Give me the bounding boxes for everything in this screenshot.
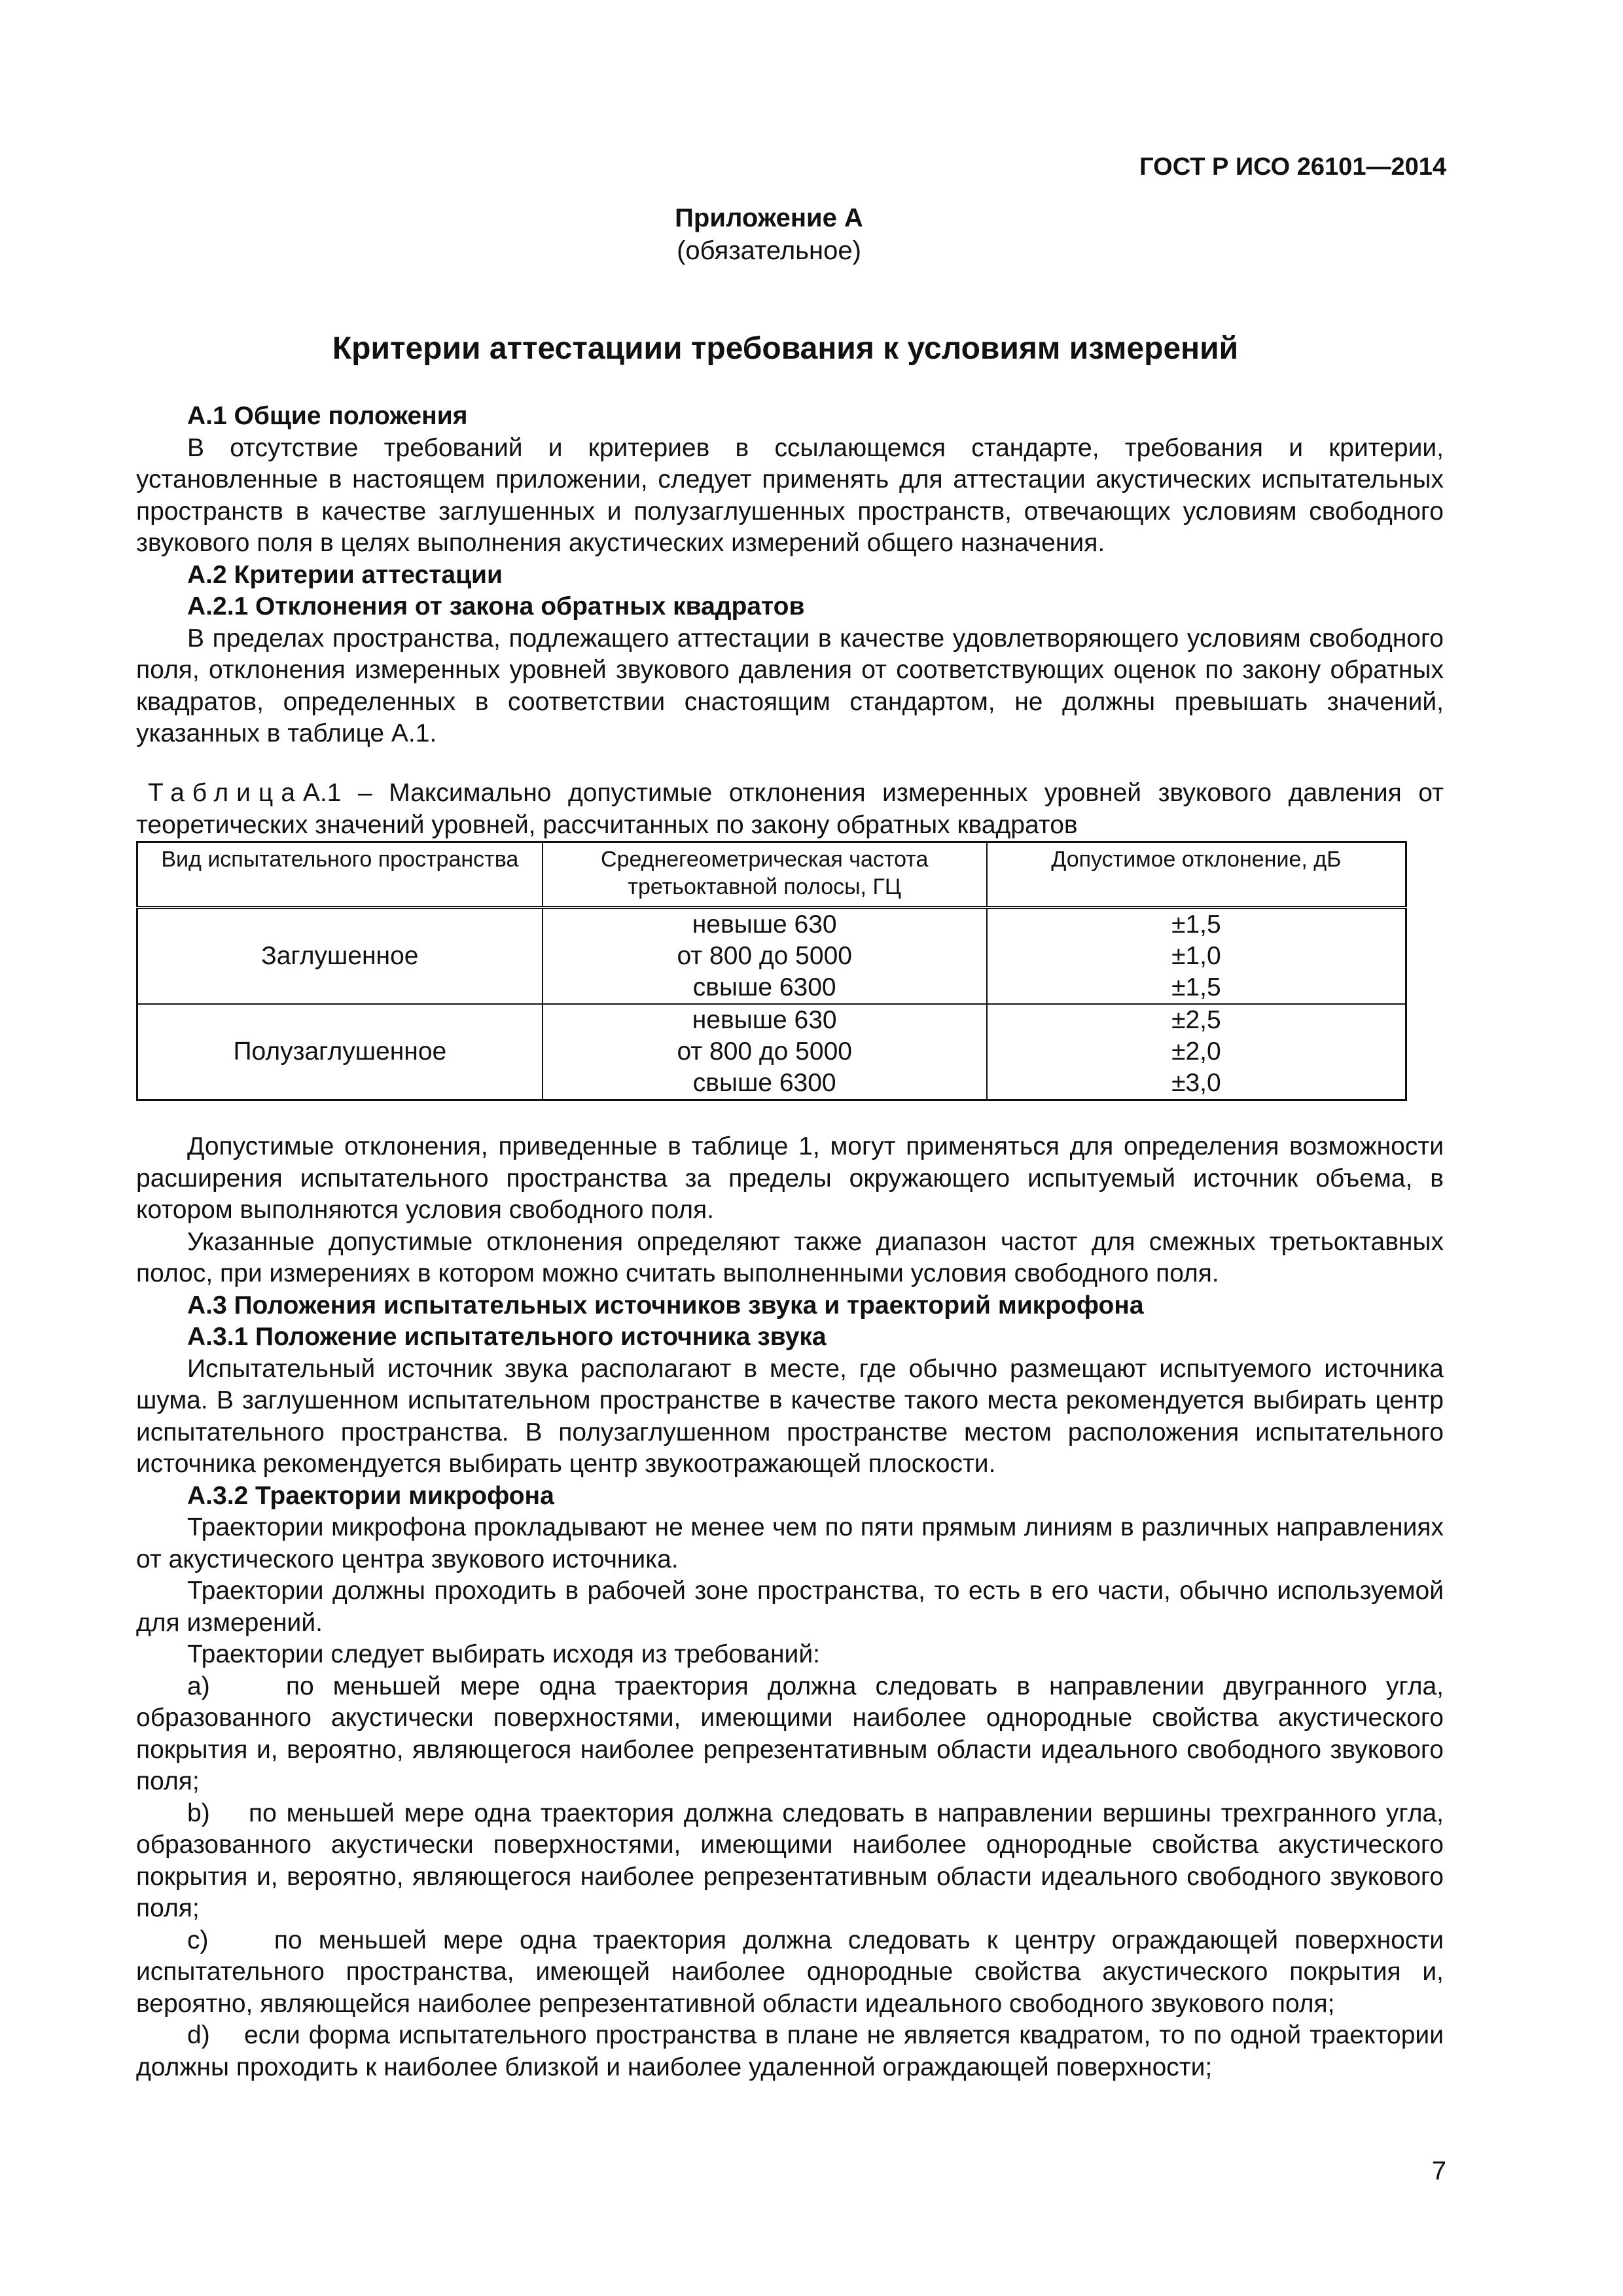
table-caption bbox=[136, 778, 1444, 841]
frequency-value: невыше 630 bbox=[692, 1006, 837, 1034]
frequency-value: от 800 до 5000 bbox=[677, 942, 852, 970]
list-item-marker: c) bbox=[187, 1926, 209, 1954]
table-cell-frequency bbox=[543, 908, 987, 1005]
list-item-text: по меньшей мере одна траектория должна следовать к центру ограждающей поверхности испытательного пространства, имеющей наиболее однородные свойства акустического покрытия и, вероятно, являющейся наиболее репрезентативной области идеального свободного звукового поля; bbox=[136, 1926, 1444, 2018]
deviation-value: ±2,0 bbox=[1171, 1037, 1221, 1066]
paragraph-after-table-2: Указанные допустимые отклонения определяют также диапазон частот для смежных третьоктавных полос, при измерениях в котором можно считать выполненными условия свободного поля. bbox=[136, 1227, 1444, 1287]
table-cell-frequency bbox=[543, 1004, 987, 1100]
deviation-table bbox=[136, 841, 1407, 1101]
paragraph-a32-3: Траектории следует выбирать исходя из требований: bbox=[187, 1640, 820, 1668]
frequency-value: свыше 6300 bbox=[692, 1069, 836, 1097]
list-item bbox=[136, 1925, 1444, 2020]
table-caption-text: – Максимально допустимые отклонения измеренных уровней звукового давления от теоретических значений уровней, рассчитанных по закону обратных квадратов bbox=[136, 779, 1444, 839]
table-cell-space-type: Полузаглушенное bbox=[137, 1004, 543, 1100]
paragraph-a31: Испытательный источник звука располагают в месте, где обычно размещают испытуемого источника шума. В заглушенном испытательном пространстве в качестве такого места рекомендуется выбирать центр испытательного пространства. В полузаглушенном пространстве местом расположения испытательного источника рекомендуется выбирать центр звукоотражающей плоскости. bbox=[136, 1354, 1444, 1478]
deviation-value: ±3,0 bbox=[1171, 1069, 1221, 1097]
list-item bbox=[136, 1798, 1444, 1925]
list-item bbox=[136, 1671, 1444, 1798]
section-heading-a31: А.3.1 Положение испытательного источника звука bbox=[187, 1323, 827, 1351]
deviation-value: ±2,5 bbox=[1171, 1006, 1221, 1034]
table-row bbox=[137, 908, 1406, 1005]
deviation-value: ±1,5 bbox=[1171, 910, 1221, 939]
page-title: Критерии аттестациии требования к условиям измерений bbox=[332, 331, 1239, 366]
table-cell-space-type: Заглушенное bbox=[137, 908, 543, 1005]
paragraph-a32-2: Траектории должны проходить в рабочей зоне пространства, то есть в его части, обычно используемой для измерений. bbox=[136, 1577, 1444, 1637]
list-item-marker: b) bbox=[187, 1799, 210, 1827]
table-header-space-type: Вид испытательного пространства bbox=[137, 842, 543, 908]
deviation-value: ±1,5 bbox=[1171, 973, 1221, 1001]
page-number: 7 bbox=[1431, 2157, 1446, 2185]
list-item-marker: a) bbox=[187, 1672, 210, 1700]
section-heading-a32: А.3.2 Траектории микрофона bbox=[187, 1481, 554, 1510]
table-caption-word: Таблица bbox=[148, 779, 303, 807]
table-caption-number: А.1 bbox=[302, 779, 342, 807]
table-cell-deviation bbox=[987, 908, 1406, 1005]
list-item bbox=[136, 2020, 1444, 2083]
annex-status: (обязательное) bbox=[677, 236, 861, 265]
section-heading-a1: А.1 Общие положения bbox=[187, 402, 468, 430]
paragraph-a21: В пределах пространства, подлежащего аттестации в качестве удовлетворяющего условиям свободного поля, отклонения измеренных уровней звукового давления от соответствующих оценок по закону обратных квадратов, определенных в соответствии снастоящим стандартом, не должны превышать значений, указанных в таблице А.1. bbox=[136, 624, 1444, 747]
frequency-value: от 800 до 5000 bbox=[677, 1037, 852, 1066]
list-item-text: по меньшей мере одна траектория должна следовать в направлении двугранного угла, образованного акустически поверхностями, имеющими наиболее однородные свойства акустического покрытия и, вероятно, являющегося наиболее репрезентативным области идеального свободного звукового поля; bbox=[136, 1672, 1444, 1795]
table-header-row bbox=[137, 842, 1406, 908]
list-item-text: по меньшей мере одна траектория должна следовать в направлении вершины трехгранного угла, образованного акустически поверхностями, имеющими наиболее однородные свойства акустического покрытия и, вероятно, являющегося наиболее репрезентативным области идеального свободного звукового поля; bbox=[136, 1799, 1444, 1922]
table-header-deviation: Допустимое отклонение, дБ bbox=[987, 842, 1406, 908]
section-heading-a21: А.2.1 Отклонения от закона обратных квадратов bbox=[187, 592, 805, 620]
frequency-value: свыше 6300 bbox=[692, 973, 836, 1001]
standard-id: ГОСТ Р ИСО 26101—2014 bbox=[1139, 153, 1446, 181]
paragraph-a32-1: Траектории микрофона прокладывают не менее чем по пяти прямым линиям в различных направлениях от акустического центра звукового источника. bbox=[136, 1513, 1444, 1573]
deviation-value: ±1,0 bbox=[1171, 942, 1221, 970]
list-item-text: если форма испытательного пространства в плане не является квадратом, то по одной траектории должны проходить к наиболее близкой и наиболее удаленной ограждающей поверхности; bbox=[136, 2021, 1444, 2081]
frequency-value: невыше 630 bbox=[692, 910, 837, 939]
paragraph-after-table-1: Допустимые отклонения, приведенные в таблице 1, могут применяться для определения возможности расширения испытательного пространства за пределы окружающего испытуемый источник объема, в котором выполняются условия свободного поля. bbox=[136, 1132, 1444, 1224]
table-cell-deviation bbox=[987, 1004, 1406, 1100]
annex-title: Приложение А bbox=[675, 204, 863, 232]
section-heading-a3: А.3 Положения испытательных источников звука и траекторий микрофона bbox=[187, 1291, 1144, 1319]
table-row bbox=[137, 1004, 1406, 1100]
section-a1-a2 bbox=[136, 401, 1444, 750]
table-header-frequency: Среднегеометрическая частота третьоктавной полосы, ГЦ bbox=[543, 842, 987, 908]
section-heading-a2: А.2 Критерии аттестации bbox=[187, 560, 503, 589]
section-a3 bbox=[136, 1131, 1444, 2083]
paragraph-a1: В отсутствие требований и критериев в ссылающемся стандарте, требования и критерии, установленные в настоящем приложении, следует применять для аттестации акустических испытательных пространств в качестве заглушенных и полузаглушенных пространств, отвечающих условиям свободного звукового поля в целях выполнения акустических измерений общего назначения. bbox=[136, 433, 1444, 557]
list-item-marker: d) bbox=[187, 2021, 210, 2049]
